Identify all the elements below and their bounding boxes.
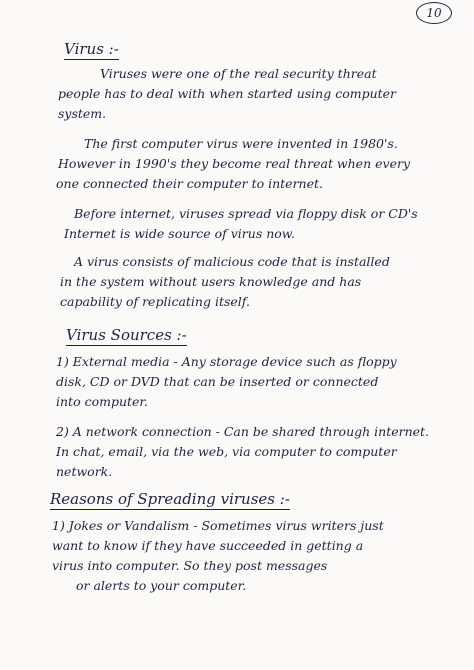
text-line: system.	[58, 106, 107, 121]
text-line: capability of replicating itself.	[60, 294, 250, 309]
text-line: in the system without users knowledge and has	[60, 274, 362, 289]
section-heading-virus-sources: Virus Sources :-	[66, 326, 187, 344]
text-line: A virus consists of malicious code that is installed	[74, 254, 390, 269]
text-line: In chat, email, via the web, via computer to computer	[56, 444, 397, 459]
text-line: 1) External media - Any storage device such as floppy	[56, 354, 397, 369]
text-line: Before internet, viruses spread via floppy disk or CD's	[74, 206, 418, 221]
section-heading-reasons: Reasons of Spreading viruses :-	[50, 490, 290, 508]
text-line: 1) Jokes or Vandalism - Sometimes virus writers just	[52, 518, 384, 533]
text-line: Viruses were one of the real security threat	[100, 66, 377, 81]
section-heading-virus: Virus :-	[64, 40, 119, 58]
text-line: virus into computer. So they post messages	[52, 558, 328, 573]
text-line: Internet is wide source of virus now.	[64, 226, 295, 241]
text-line: want to know if they have succeeded in getting a	[52, 538, 364, 553]
text-line: network.	[56, 464, 113, 479]
text-line: into computer.	[56, 394, 148, 409]
page-number: 10	[416, 2, 452, 24]
text-line: people has to deal with when started using computer	[58, 86, 397, 101]
text-line: disk, CD or DVD that can be inserted or connected	[56, 374, 379, 389]
text-line: The first computer virus were invented in 1980's.	[84, 136, 398, 151]
text-line: 2) A network connection - Can be shared through internet.	[56, 424, 430, 439]
text-line: or alerts to your computer.	[76, 578, 247, 593]
text-line: one connected their computer to internet.	[56, 176, 323, 191]
text-line: However in 1990's they become real threat when every	[58, 156, 411, 171]
